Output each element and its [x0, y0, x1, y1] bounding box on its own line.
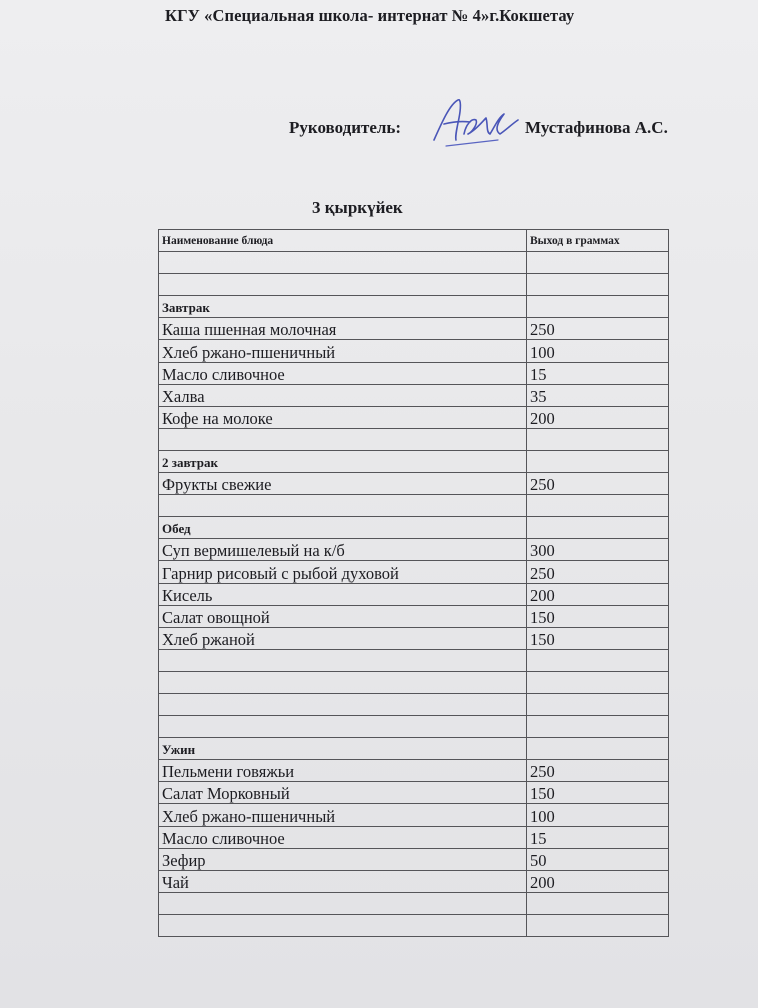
dish-name: Масло сливочное	[159, 826, 527, 848]
section-row	[159, 738, 669, 760]
table-row	[159, 384, 669, 406]
section-row	[159, 296, 669, 318]
dish-name: Масло сливочное	[159, 362, 527, 384]
dish-name	[159, 428, 527, 450]
meal-section-label: Обед	[159, 517, 527, 539]
dish-grams: 200	[527, 583, 669, 605]
dish-grams: 250	[527, 473, 669, 495]
dish-grams	[527, 649, 669, 671]
dish-name	[159, 495, 527, 517]
dish-grams	[527, 671, 669, 693]
table-row	[159, 848, 669, 870]
dish-name: Хлеб ржано-пшеничный	[159, 340, 527, 362]
table-row	[159, 649, 669, 671]
dish-grams: 250	[527, 760, 669, 782]
dish-name	[159, 693, 527, 715]
table-row	[159, 605, 669, 627]
table-row	[159, 892, 669, 914]
organization-title: КГУ «Специальная школа- интернат № 4»г.Кокшетау	[165, 6, 575, 25]
table-row	[159, 495, 669, 517]
dish-grams: 200	[527, 406, 669, 428]
dish-name: Кофе на молоке	[159, 406, 527, 428]
dish-name	[159, 252, 527, 274]
dish-name	[159, 671, 527, 693]
table-row	[159, 274, 669, 296]
table-row	[159, 539, 669, 561]
dish-name	[159, 892, 527, 914]
dish-grams: 100	[527, 340, 669, 362]
meal-section-label: 2 завтрак	[159, 450, 527, 472]
dish-name	[159, 914, 527, 936]
table-row	[159, 716, 669, 738]
menu-date: 3 қыркүйек	[312, 198, 403, 217]
menu-table-body	[159, 252, 669, 937]
approval-line	[0, 116, 758, 150]
meal-section-label: Ужин	[159, 738, 527, 760]
dish-grams: 250	[527, 561, 669, 583]
menu-table	[158, 229, 669, 937]
dish-grams: 250	[527, 318, 669, 340]
dish-name: Пельмени говяжьи	[159, 760, 527, 782]
dish-name: Хлеб ржано-пшеничный	[159, 804, 527, 826]
director-name: Мустафинова А.С.	[525, 118, 668, 137]
table-row	[159, 914, 669, 936]
dish-grams	[527, 428, 669, 450]
dish-grams: 35	[527, 384, 669, 406]
dish-name: Чай	[159, 870, 527, 892]
dish-grams: 300	[527, 539, 669, 561]
dish-grams: 50	[527, 848, 669, 870]
dish-name: Гарнир рисовый с рыбой духовой	[159, 561, 527, 583]
dish-grams	[527, 716, 669, 738]
dish-grams	[527, 892, 669, 914]
table-row	[159, 826, 669, 848]
column-header-dish: Наименование блюда	[159, 230, 527, 252]
dish-name: Суп вермишелевый на к/б	[159, 539, 527, 561]
dish-name: Каша пшенная молочная	[159, 318, 527, 340]
dish-grams: 100	[527, 804, 669, 826]
dish-grams: 150	[527, 782, 669, 804]
dish-name: Фрукты свежие	[159, 473, 527, 495]
meal-section-label: Завтрак	[159, 296, 527, 318]
table-row	[159, 473, 669, 495]
dish-grams	[527, 274, 669, 296]
table-row	[159, 362, 669, 384]
table-row	[159, 671, 669, 693]
dish-name	[159, 716, 527, 738]
dish-grams	[527, 738, 669, 760]
column-header-grams: Выход в граммах	[527, 230, 669, 252]
dish-grams: 150	[527, 627, 669, 649]
dish-grams: 150	[527, 605, 669, 627]
table-row	[159, 406, 669, 428]
table-row	[159, 583, 669, 605]
table-row	[159, 804, 669, 826]
dish-grams: 15	[527, 362, 669, 384]
table-row	[159, 870, 669, 892]
table-row	[159, 428, 669, 450]
dish-grams	[527, 495, 669, 517]
dish-grams	[527, 517, 669, 539]
dish-grams	[527, 252, 669, 274]
table-row	[159, 760, 669, 782]
table-row	[159, 252, 669, 274]
dish-name: Халва	[159, 384, 527, 406]
dish-name: Салат овощной	[159, 605, 527, 627]
section-row	[159, 450, 669, 472]
section-row	[159, 517, 669, 539]
table-header-row	[159, 230, 669, 252]
dish-grams	[527, 450, 669, 472]
handwritten-signature	[428, 94, 524, 158]
dish-grams: 15	[527, 826, 669, 848]
dish-name: Хлеб ржаной	[159, 627, 527, 649]
role-label: Руководитель:	[289, 118, 402, 137]
table-row	[159, 627, 669, 649]
dish-name	[159, 649, 527, 671]
dish-grams	[527, 914, 669, 936]
dish-name: Кисель	[159, 583, 527, 605]
table-row	[159, 340, 669, 362]
dish-grams	[527, 693, 669, 715]
table-row	[159, 782, 669, 804]
table-row	[159, 693, 669, 715]
table-row	[159, 561, 669, 583]
dish-grams: 200	[527, 870, 669, 892]
dish-grams	[527, 296, 669, 318]
dish-name	[159, 274, 527, 296]
dish-name: Салат Морковный	[159, 782, 527, 804]
dish-name: Зефир	[159, 848, 527, 870]
table-row	[159, 318, 669, 340]
